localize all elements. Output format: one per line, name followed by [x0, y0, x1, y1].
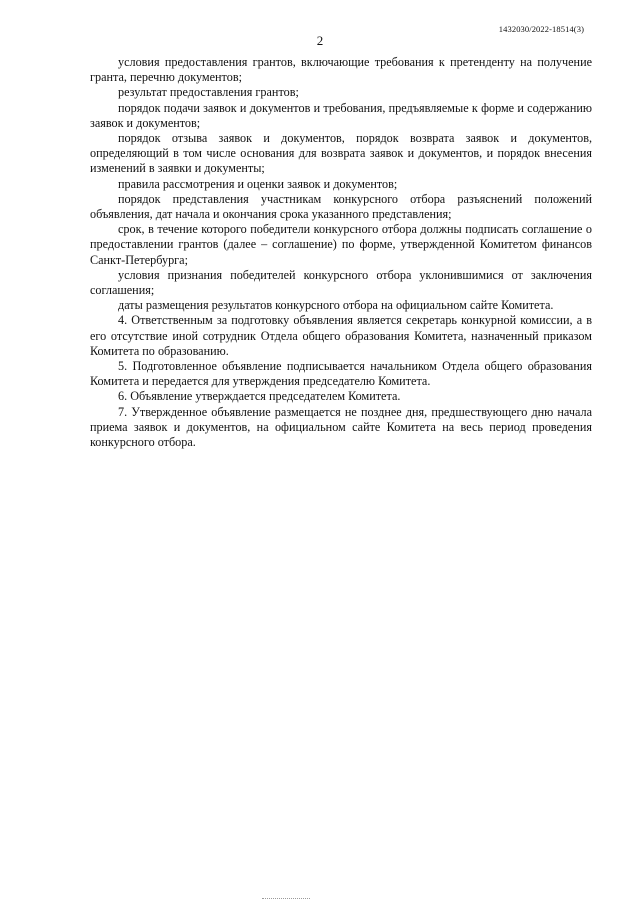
paragraph-item-6: 6. Объявление утверждается председателем Комитета. [118, 389, 401, 404]
paragraph-grant-result: результат предоставления грантов; [118, 85, 299, 100]
paragraph-item-7: 7. Утвержденное объявление размещается не позднее дня, предшествующего дню начала приема заявок и документов, на официальном сайте Комитета на весь период проведения конкурсного отбора. [90, 404, 592, 450]
paragraph-clarifications: порядок представления участникам конкурсного отбора разъяснений положений объявления, дат начала и окончания срока указанного представления; [90, 191, 592, 222]
paragraph-evaluation-rules: правила рассмотрения и оценки заявок и документов; [118, 176, 398, 191]
paragraph-evasion-conditions: условия признания победителей конкурсного отбора уклонившимися от заключения соглашения; [90, 267, 592, 298]
document-reference-number: 1432030/2022-18514(3) [498, 24, 584, 34]
document-body [90, 55, 592, 450]
paragraph-withdrawal-procedure: порядок отзыва заявок и документов, порядок возврата заявок и документов, определяющий в том числе основания для возврата заявок и документов, и порядок внесения изменений в заявки и документы; [90, 131, 592, 176]
paragraph-item-5: 5. Подготовленное объявление подписывается начальником Отдела общего образования Комитета и передается для утверждения председателю Комитета. [90, 359, 592, 389]
paragraph-grant-conditions: условия предоставления грантов, включающие требования к претенденту на получение гранта, перечню документов; [90, 55, 592, 85]
page-number: 2 [316, 33, 324, 48]
paragraph-item-4: 4. Ответственным за подготовку объявления является секретарь конкурной комиссии, а в его отсутствие иной сотрудник Отдела общего образования Комитета, назначенный приказом Комитета по образованию. [90, 313, 592, 358]
paragraph-results-publication: даты размещения результатов конкурсного отбора на официальном сайте Комитета. [118, 298, 554, 313]
paragraph-submission-procedure: порядок подачи заявок и документов и требования, предъявляемые к форме и содержанию заявок и документов; [90, 100, 592, 130]
bottom-scan-mark [262, 898, 310, 899]
paragraph-agreement-deadline: срок, в течение которого победители конкурсного отбора должны подписать соглашение о предоставлении грантов (далее – соглашение) по форме, утвержденной Комитетом финансов Санкт-Петербурга; [90, 222, 592, 267]
